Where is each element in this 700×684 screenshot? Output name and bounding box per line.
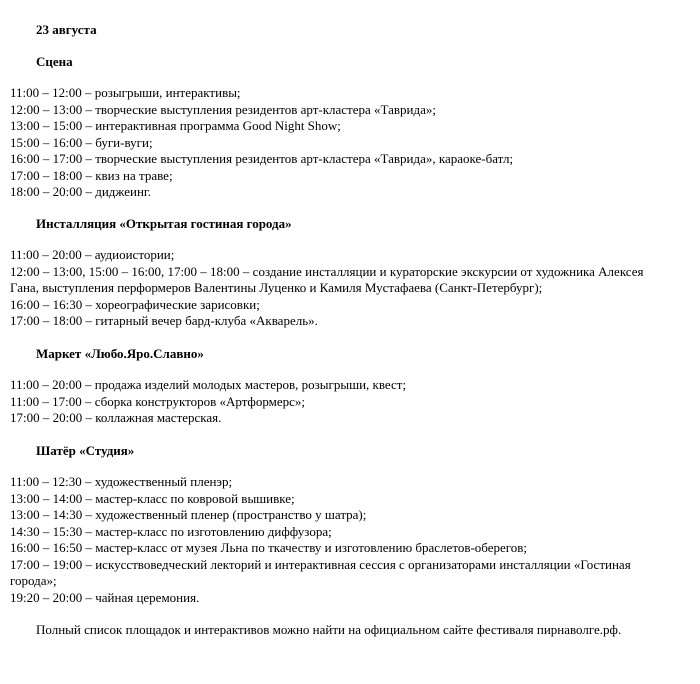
section-list-studio — [10, 474, 670, 606]
list-item: 18:00 – 20:00 – диджеинг. — [10, 184, 152, 199]
list-item: 11:00 – 20:00 – продажа изделий молодых мастеров, розыгрыши, квест; — [10, 377, 407, 392]
footer-note: Полный список площадок и интерактивов можно найти на официальном сайте фестиваля пирнаволге.рф. — [36, 622, 622, 637]
section-list-scene — [10, 85, 670, 201]
list-item: 16:00 – 16:30 – хореографические зарисовки; — [10, 296, 260, 312]
list-item: 12:00 – 13:00 – творческие выступления резидентов арт-кластера «Таврида»; — [10, 101, 436, 117]
list-item: 11:00 – 12:00 – розыгрыши, интерактивы; — [10, 85, 241, 100]
list-item: 19:20 – 20:00 – чайная церемония. — [10, 589, 200, 605]
list-item: 11:00 – 12:30 – художественный пленэр; — [10, 474, 233, 489]
section-title-market: Маркет «Любо.Яро.Славно» — [36, 346, 204, 361]
list-item: 13:00 – 15:00 – интерактивная программа Good Night Show; — [10, 118, 341, 133]
list-item: 15:00 – 16:00 – буги-вуги; — [10, 134, 153, 150]
list-item: 16:00 – 17:00 – творческие выступления резидентов арт-кластера «Таврида», караоке-батл; — [10, 151, 514, 166]
section-list-market — [10, 377, 670, 427]
section-title-studio: Шатёр «Студия» — [36, 443, 135, 458]
section-title-installation: Инсталляция «Открытая гостиная города» — [36, 216, 292, 231]
list-item: 13:00 – 14:00 – мастер-класс по ковровой вышивке; — [10, 490, 295, 506]
list-item: 14:30 – 15:30 – мастер-класс по изготовлению диффузора; — [10, 523, 332, 539]
list-item: 17:00 – 18:00 – гитарный вечер бард-клуба «Акварель». — [10, 313, 318, 328]
list-item: 11:00 – 20:00 – аудиоистории; — [10, 247, 175, 262]
list-item: 11:00 – 17:00 – сборка конструкторов «Артформерс»; — [10, 393, 306, 409]
section-list-installation — [10, 247, 670, 330]
date-heading: 23 августа — [36, 22, 97, 37]
list-item: 17:00 – 19:00 – искусствоведческий лекторий и интерактивная сессия с организаторами инсталляции «Гостиная города»; — [10, 556, 631, 588]
list-item: 12:00 – 13:00, 15:00 – 16:00, 17:00 – 18:00 – создание инсталляции и кураторские экскурсии от художника Алексея Гана, выступления перформеров Валентины Луценко и Камиля Мустафаева (Санкт-Петербург); — [10, 263, 644, 295]
section-title-scene: Сцена — [36, 54, 73, 69]
list-item: 17:00 – 18:00 – квиз на траве; — [10, 167, 173, 183]
list-item: 17:00 – 20:00 – коллажная мастерская. — [10, 410, 222, 425]
list-item: 16:00 – 16:50 – мастер-класс от музея Льна по ткачеству и изготовлению браслетов-оберегов; — [10, 540, 528, 555]
list-item: 13:00 – 14:30 – художественный пленер (пространство у шатра); — [10, 507, 367, 522]
